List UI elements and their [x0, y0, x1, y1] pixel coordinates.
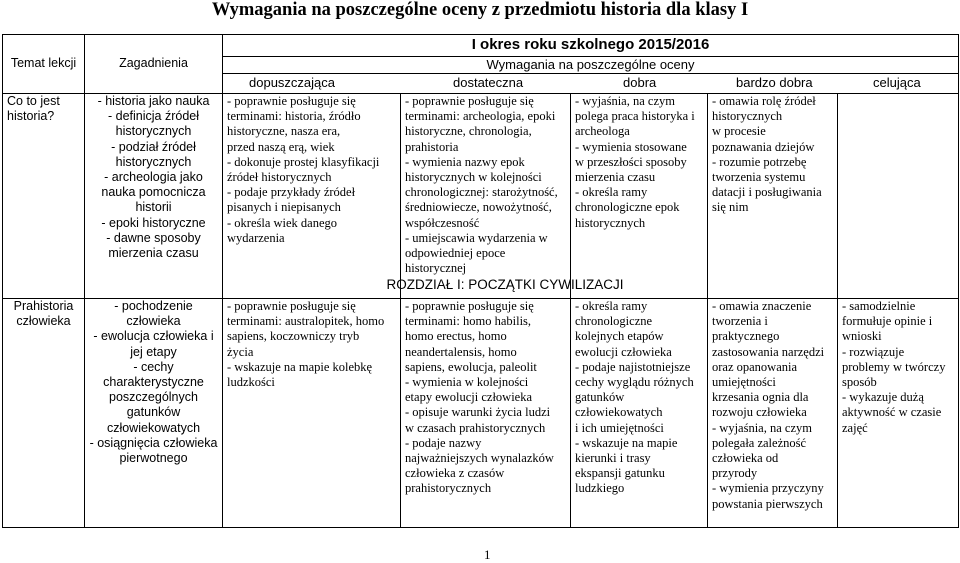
requirement-line: historyczne, chronologia, — [405, 124, 532, 139]
requirement-line: - podaje nazwy — [405, 435, 482, 450]
requirement-line: kolejnych etapów — [575, 329, 664, 344]
requirement-line: oraz opanowania — [712, 359, 798, 374]
grade-label: dobra — [623, 75, 657, 90]
requirement-line: chronologicznej: starożytność, — [405, 185, 558, 200]
grade-cell-celujaca — [838, 299, 959, 528]
grade-cell-celujaca — [838, 94, 959, 299]
requirement-line: człowieka z czasów — [405, 466, 505, 481]
grades-row — [223, 74, 958, 92]
grade-label: dostateczna — [453, 75, 524, 90]
requirement-line: historycznych w kolejności — [405, 170, 542, 185]
topic-line: poszczególnych — [109, 390, 198, 405]
requirement-line: umiejętności — [712, 375, 776, 390]
requirement-line: - określa ramy — [575, 299, 648, 313]
requirement-line: polegała zależność — [712, 435, 807, 450]
lesson-cell — [3, 94, 85, 299]
requirement-line: - poprawnie posługuje się — [405, 94, 534, 108]
requirement-line: praktycznego — [712, 329, 780, 344]
requirement-line: prahistoria — [405, 139, 459, 154]
requirement-line: przed naszą erą, wiek — [227, 139, 335, 154]
requirement-line: źródeł historycznych — [227, 170, 332, 185]
requirement-line: człowieka od — [712, 451, 779, 466]
grade-label: bardzo dobra — [736, 75, 813, 90]
requirement-line: sposób — [842, 375, 877, 390]
topic-line: historycznych — [115, 124, 192, 139]
requirement-line: - wymienia w kolejności — [405, 375, 529, 390]
requirements-heading: Wymagania na poszczególne oceny — [486, 57, 695, 72]
requirement-line: mierzenia czasu — [575, 170, 656, 185]
requirement-line: - podaje najistotniejsze — [575, 359, 691, 374]
requirement-line: ewolucji człowieka — [575, 344, 672, 359]
requirement-line: - poprawnie posługuje się — [227, 94, 356, 108]
requirement-line: - opisuje warunki życia ludzi — [405, 405, 551, 420]
requirement-line: - wymienia przyczyny — [712, 481, 824, 496]
requirement-line: homo erectus, homo — [405, 329, 507, 344]
topic-line: gatunków — [126, 405, 181, 420]
requirement-line: - wymienia nazwy epok — [405, 154, 525, 169]
requirement-line: formułuje opinie i — [842, 314, 933, 329]
topic-line: historycznych — [115, 154, 192, 169]
requirement-line: neandertalensis, homo — [405, 344, 517, 359]
requirement-line: pisanych i niepisanych — [227, 200, 341, 215]
requirement-line: odpowiedniej epoce — [405, 246, 506, 261]
header-topics: Zagadnienia — [85, 35, 223, 94]
header-lesson: Temat lekcji — [3, 35, 85, 94]
lesson-line: Co to jest — [7, 94, 60, 108]
requirement-line: zajęć — [842, 420, 868, 435]
requirement-line: cechy wyglądu różnych — [575, 375, 694, 390]
topic-line: - dawne sposoby — [106, 230, 201, 245]
requirement-line: i ich umiejętności — [575, 420, 664, 435]
requirement-line: - rozwiązuje — [842, 344, 905, 359]
page-number: 1 — [484, 547, 491, 562]
requirement-line: tworzenia systemu — [712, 170, 806, 185]
requirement-line: kierunki i trasy — [575, 451, 651, 466]
requirement-line: gatunków — [575, 390, 625, 405]
requirement-line: historyczne, nasza era, — [227, 124, 341, 139]
topic-line: pierwotnego — [119, 451, 188, 466]
requirement-line: - poprawnie posługuje się — [227, 299, 356, 313]
requirement-line: prahistorycznych — [405, 481, 492, 496]
requirement-line: - podaje przykłady źródeł — [227, 185, 356, 200]
topic-line: - osiągnięcia człowieka — [89, 435, 218, 450]
requirement-line: terminami: historia, źródło — [227, 109, 361, 124]
requirement-line: etapy ewolucji człowieka — [405, 390, 533, 405]
topic-line: człowiekowatych — [106, 420, 201, 435]
topic-line: nauka pomocnicza — [101, 185, 206, 200]
requirement-line: się nim — [712, 200, 749, 215]
topic-line: - definicja źródeł — [107, 109, 199, 124]
lesson-line: historia? — [7, 109, 55, 124]
topic-line: jej etapy — [130, 344, 177, 359]
lesson-line: człowieka — [16, 314, 71, 329]
grade-cell-dopuszczajaca — [223, 94, 401, 299]
grade-cell-bardzo-dobra — [708, 94, 838, 299]
requirement-line: poznawania dziejów — [712, 139, 815, 154]
topic-line: historii — [135, 200, 172, 215]
requirement-line: najważniejszych wynalazków — [405, 451, 554, 466]
grade-cell-dobra — [571, 299, 708, 528]
topic-line: - historia jako nauka — [97, 94, 210, 108]
requirement-line: chronologiczne epok — [575, 200, 680, 215]
lesson-line: Prahistoria — [13, 299, 74, 313]
requirement-line: ekspansji gatunku — [575, 466, 665, 481]
requirement-line: życia — [227, 344, 254, 359]
requirement-line: w czasach prahistorycznych — [405, 420, 546, 435]
requirement-line: współczesność — [405, 215, 480, 230]
requirement-line: - wskazuje na mapie kolebkę — [227, 359, 373, 374]
requirements-table — [2, 34, 959, 528]
requirement-line: w przeszłości sposoby — [575, 154, 687, 169]
grade-cell-dostateczna — [401, 299, 571, 528]
topic-line: człowieka — [126, 314, 181, 329]
requirement-line: sapiens, ewolucja, paleolit — [405, 359, 537, 374]
requirement-line: sapiens, koczowniczy tryb — [227, 329, 360, 344]
requirement-line: średniowiecze, nowożytność, — [405, 200, 552, 215]
requirement-line: - wskazuje na mapie — [575, 435, 678, 450]
requirement-line: - określa wiek danego — [227, 215, 338, 230]
requirement-line: ludzkiego — [575, 481, 625, 496]
requirement-line: ludzkości — [227, 375, 275, 390]
requirement-line: terminami: homo habilis, — [405, 314, 532, 329]
requirement-line: tworzenia i — [712, 314, 768, 329]
requirement-line: - wyjaśnia, na czym — [575, 94, 675, 108]
grade-label: celująca — [873, 75, 921, 90]
requirement-line: - omawia znaczenie — [712, 299, 812, 313]
topic-line: mierzenia czasu — [108, 246, 199, 261]
period-heading: I okres roku szkolnego 2015/2016 — [471, 36, 710, 53]
requirement-line: zastosowania narzędzi — [712, 344, 825, 359]
requirement-line: - samodzielnie — [842, 299, 916, 313]
requirement-line: wnioski — [842, 329, 882, 344]
topic-line: - cechy — [133, 359, 174, 374]
requirement-line: problemy w twórczy — [842, 359, 946, 374]
requirement-line: - omawia rolę źródeł — [712, 94, 816, 108]
requirement-line: - dokonuje prostej klasyfikacji — [227, 154, 380, 169]
requirement-line: wydarzenia — [227, 230, 285, 245]
grade-label: dopuszczająca — [249, 75, 335, 90]
requirement-line: powstania pierwszych — [712, 496, 823, 511]
requirement-line: rozwoju człowieka — [712, 405, 807, 420]
topic-line: - epoki historyczne — [101, 215, 206, 230]
lesson-cell — [3, 299, 85, 528]
topic-line: charakterystyczne — [103, 375, 204, 390]
topic-line: - pochodzenie — [114, 299, 193, 313]
requirement-line: polega praca historyka i — [575, 109, 695, 124]
topic-line: - ewolucja człowieka i — [93, 329, 214, 344]
grade-cell-bardzo-dobra — [708, 299, 838, 528]
requirement-line: - rozumie potrzebę — [712, 154, 807, 169]
requirement-line: datacji i posługiwania — [712, 185, 822, 200]
requirement-line: - poprawnie posługuje się — [405, 299, 534, 313]
grade-cell-dopuszczajaca — [223, 299, 401, 528]
requirement-line: terminami: archeologia, epoki — [405, 109, 556, 124]
requirement-line: aktywność w czasie — [842, 405, 942, 420]
topics-cell — [85, 94, 223, 299]
requirement-line: - wykazuje dużą — [842, 390, 924, 405]
requirement-line: - wyjaśnia, na czym — [712, 420, 812, 435]
requirement-line: przyrody — [712, 466, 758, 481]
topic-line: - podział źródeł — [111, 139, 196, 154]
requirement-line: historycznych — [575, 215, 646, 230]
requirement-line: archeologa — [575, 124, 630, 139]
document-title: Wymagania na poszczególne oceny z przedmiotu historia dla klasy I — [211, 0, 749, 20]
requirement-line: chronologiczne — [575, 314, 653, 329]
requirement-line: człowiekowatych — [575, 405, 663, 420]
requirement-line: - określa ramy — [575, 185, 648, 200]
requirement-line: krzesania ognia dla — [712, 390, 809, 405]
requirement-line: terminami: australopitek, homo — [227, 314, 385, 329]
requirement-line: w procesie — [712, 124, 766, 139]
chapter-heading: ROZDZIAŁ I: POCZĄTKI CYWILIZACJI — [386, 277, 624, 293]
topics-cell — [85, 299, 223, 528]
requirement-line: historycznych — [712, 109, 783, 124]
requirement-line: historycznej — [405, 261, 467, 276]
grade-cell-dobra — [571, 94, 708, 299]
topic-line: - archeologia jako — [104, 170, 203, 185]
requirement-line: - umiejscawia wydarzenia w — [405, 230, 548, 245]
requirement-line: - wymienia stosowane — [575, 139, 687, 154]
